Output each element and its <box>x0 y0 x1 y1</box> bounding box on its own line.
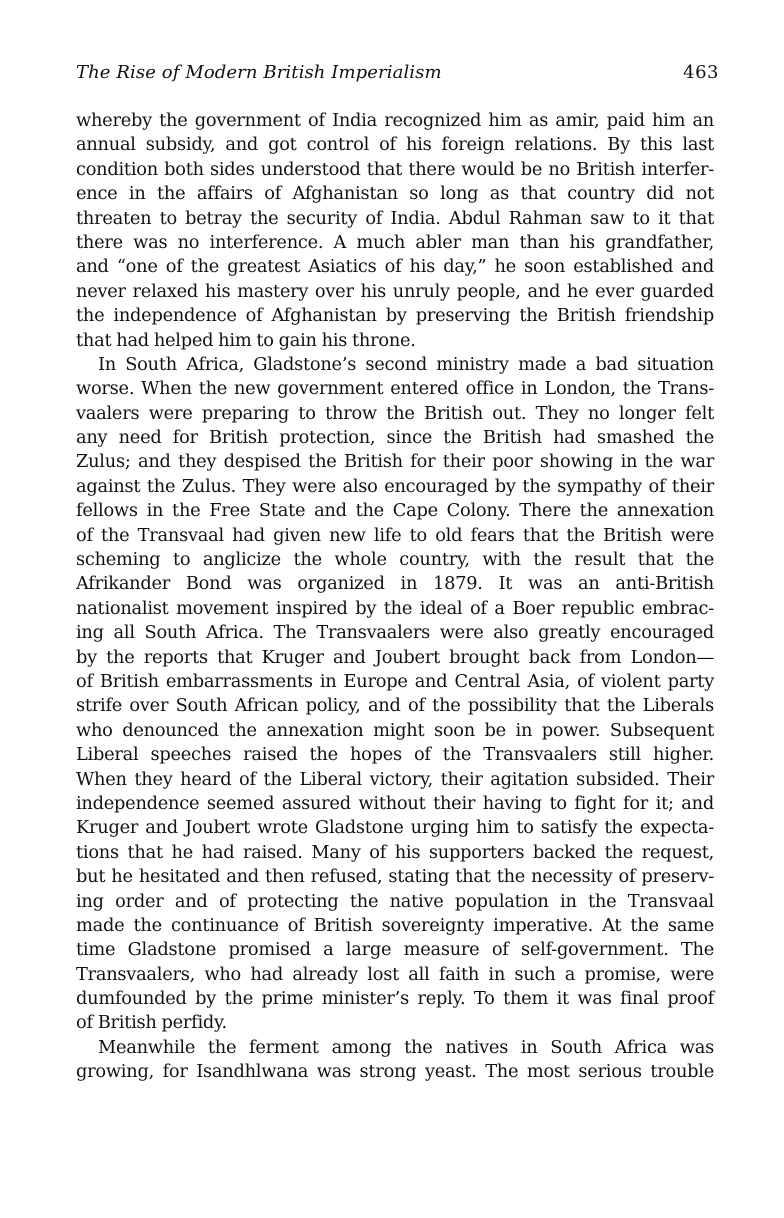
text-line: scheming to anglicize the whole country, with the result that the <box>76 549 714 571</box>
text-line: and “one of the greatest Asiatics of his day,” he soon established and <box>76 256 714 278</box>
text-line: When they heard of the Liberal victory, their agitation subsided. Their <box>76 768 714 790</box>
text-line: tions that he had raised. Many of his supporters backed the request, <box>76 841 714 863</box>
text-line: ence in the affairs of Afghanistan so long as that country did not <box>76 183 714 205</box>
text-line: ing all South Africa. The Transvaalers were also greatly encouraged <box>76 622 714 644</box>
running-header <box>76 62 719 92</box>
text-line: the independence of Afghanistan by preserving the British friendship <box>76 305 714 327</box>
text-line: of British embarrassments in Europe and Central Asia, of violent party <box>76 670 714 692</box>
text-line: Zulus; and they despised the British for their poor showing in the war <box>76 451 714 473</box>
text-line: by the reports that Kruger and Joubert brought back from London— <box>76 646 714 668</box>
text-line: who denounced the annexation might soon be in power. Subsequent <box>76 719 714 741</box>
text-line: condition both sides understood that there would be no British interfer- <box>76 158 714 180</box>
text-line: nationalist movement inspired by the ideal of a Boer republic embrac- <box>76 597 714 619</box>
text-line: time Gladstone promised a large measure of self-government. The <box>76 939 714 961</box>
text-line: whereby the government of India recognized him as amir, paid him an <box>76 110 714 131</box>
text-line: threaten to betray the security of India. Abdul Rahman saw to it that <box>76 207 714 229</box>
text-line: dumfounded by the prime minister’s reply. To them it was final proof <box>76 988 714 1010</box>
text-line: worse. When the new government entered office in London, the Trans- <box>76 378 714 400</box>
text-line: vaalers were preparing to throw the British out. They no longer felt <box>76 402 714 424</box>
text-line: of British perfidy. <box>76 1012 227 1034</box>
text-line: growing, for Isandhlwana was strong yeast. The most serious trouble <box>76 1061 714 1083</box>
text-line: Meanwhile the ferment among the natives in South Africa was <box>98 1036 714 1058</box>
text-line: Liberal speeches raised the hopes of the Transvaalers still higher. <box>76 744 714 766</box>
body-text <box>76 109 714 1085</box>
running-title: The Rise of Modern British Imperialism <box>76 62 442 83</box>
text-line: ing order and of protecting the native population in the Transvaal <box>76 890 714 912</box>
text-line: Kruger and Joubert wrote Gladstone urging him to satisfy the expecta- <box>76 817 714 839</box>
text-line: In South Africa, Gladstone’s second ministry made a bad situation <box>98 353 714 375</box>
text-line: strife over South African policy, and of the possibility that the Liberals <box>76 695 714 717</box>
text-line: made the continuance of British sovereignty imperative. At the same <box>76 914 714 936</box>
page-number: 463 <box>683 62 719 83</box>
text-line: Afrikander Bond was organized in 1879. It was an anti-British <box>76 573 714 595</box>
text-line: of the Transvaal had given new life to old fears that the British were <box>76 524 714 546</box>
text-line: that had helped him to gain his throne. <box>76 329 416 351</box>
text-line: annual subsidy, and got control of his foreign relations. By this last <box>76 134 714 156</box>
text-line: any need for British protection, since the British had smashed the <box>76 427 714 449</box>
text-line: fellows in the Free State and the Cape Colony. There the annexation <box>76 500 714 522</box>
text-line: never relaxed his mastery over his unruly people, and he ever guarded <box>76 280 714 302</box>
text-line: but he hesitated and then refused, stating that the necessity of preserv- <box>76 866 714 888</box>
text-line: Transvaalers, who had already lost all faith in such a promise, were <box>76 963 714 985</box>
text-line: there was no interference. A much abler man than his grandfather, <box>76 231 714 253</box>
text-line: against the Zulus. They were also encouraged by the sympathy of their <box>76 475 714 497</box>
text-line: independence seemed assured without their having to fight for it; and <box>76 792 714 814</box>
